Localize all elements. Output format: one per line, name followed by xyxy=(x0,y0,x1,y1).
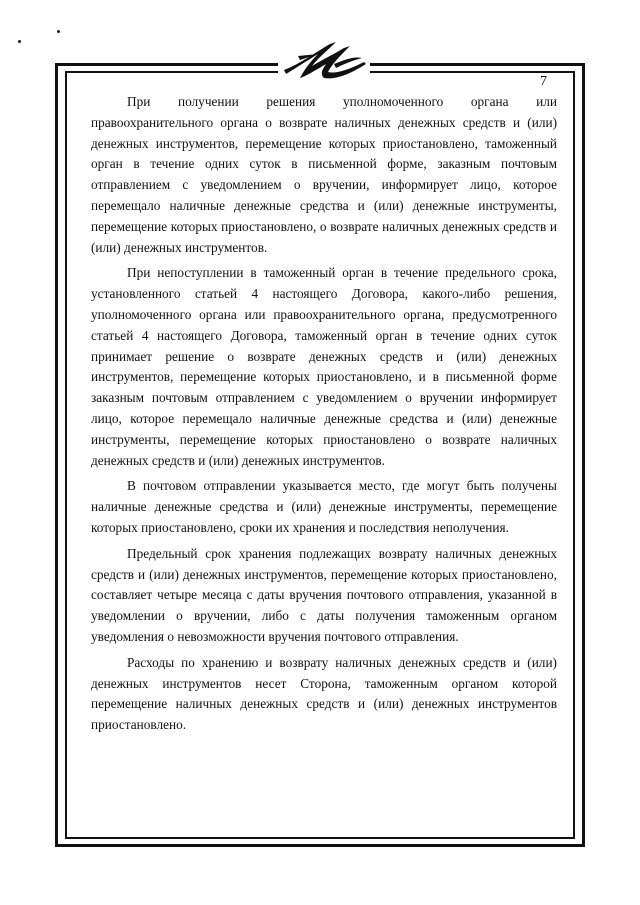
paragraph: Предельный срок хранения подлежащих возврату наличных денежных средств и (или) денежных инструментов, перемещение которых приостановлено, составляет четыре месяца с даты вручения почтового отправления, указанной в уведомлении о вручении, либо с даты получения таможенным органом уведомления о невозможности вручения почтового отправления. xyxy=(91,545,557,644)
emblem-logo xyxy=(278,34,370,82)
document-body xyxy=(91,92,557,741)
paragraph: При получении решения уполномоченного органа или правоохранительного органа о возврате наличных денежных средств и (или) денежных инструментов, перемещение которых приостановлено, таможенный орган в течение одних суток в письменной форме, заказным почтовым отправлением с уведомлением о вручении, информирует лицо, которое перемещало наличные денежные средства и (или) денежные инструменты, перемещение которых приостановлено, о возврате наличных денежных средств и (или) денежных инструментов. xyxy=(91,94,557,255)
page-number: 7 xyxy=(540,74,547,89)
scan-speck xyxy=(57,30,60,33)
scan-speck xyxy=(18,40,21,43)
emblem-mark xyxy=(278,34,370,82)
paragraph: При непоступлении в таможенный орган в течение предельного срока, установленного статьей 4 настоящего Договора, какого-либо решения, уполномоченного органа или правоохранительного органа, предусмотренного статьей 4 настоящего Договора, таможенный орган в течение одних суток принимает решение о возврате денежных средств и (или) денежных инструментов, перемещение которых приостановлено, и в письменной форме заказным почтовым отправлением с уведомлением о вручении информирует лицо, которое перемещало наличные денежные средства и (или) денежные инструменты, перемещение которых приостановлено о возврате наличных денежных средств и (или) денежных инструментов. xyxy=(91,265,557,468)
paragraph: Расходы по хранению и возврату наличных денежных средств и (или) денежных инструментов несет Сторона, таможенным органом которой перемещение наличных денежных средств и (или) денежных инструментов приостановлено. xyxy=(91,654,557,733)
paragraph: В почтовом отправлении указывается место, где могут быть получены наличные денежные средства и (или) денежные инструменты, перемещение которых приостановлено, сроки их хранения и последствия неполучения. xyxy=(91,478,557,535)
